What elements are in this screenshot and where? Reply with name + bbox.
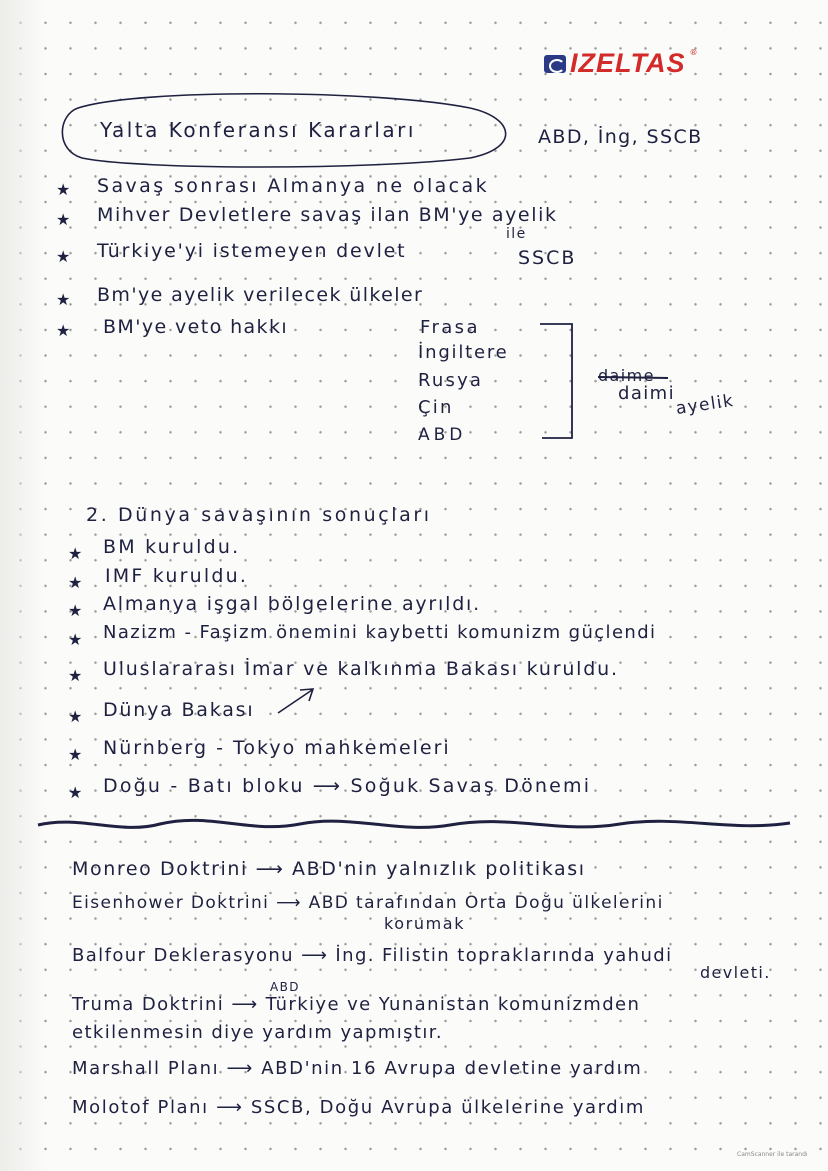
yalta-item-1: Savaş sonrası Almanya ne olacak (97, 175, 489, 197)
doctrine-line-7: etkilenmesin diye yardım yapmıştır. (72, 1022, 444, 1043)
results-item-4: Nazizm - Faşizm önemini kaybetti komunizm güçlendi (103, 622, 657, 643)
doctrine-line-9: Molotof Planı ⟶ SSCB, Doğu Avrupa ülkelerine yardım (72, 1097, 646, 1118)
doctrine-line-3: korumak (384, 914, 466, 933)
results-item-6: Dünya Bakası (103, 699, 255, 721)
doctrine-line-2: Eisenhower Doktrini ⟶ ABD tarafından Orta Doğu ülkelerini (72, 893, 664, 913)
veto-bracket (540, 324, 572, 438)
yalta-title: Yalta Konferansı Kararları (100, 118, 416, 142)
bullet-star-icon: ★ (68, 745, 83, 764)
yalta-sscb-note: SSCB (518, 247, 577, 269)
bullet-star-icon: ★ (68, 666, 83, 685)
yalta-ile-note: ile (506, 226, 527, 242)
results-title: 2. Dünya savaşının sonuçları (86, 504, 432, 526)
yalta-item-4: Bm'ye ayelik verilecek ülkeler (97, 284, 424, 306)
bullet-star-icon: ★ (56, 247, 71, 266)
permanent-label-2: ayelik (674, 390, 736, 419)
world-bank-arrow-icon (278, 689, 313, 713)
results-item-7: Nürnberg - Tokyo mahkemeleri (103, 737, 451, 759)
bullet-star-icon: ★ (68, 783, 83, 802)
doctrine-line-6: Truma Doktrini ⟶ Türkiye ve Yunanistan komunizmden (72, 994, 641, 1015)
section-divider (38, 820, 790, 827)
bullet-star-icon: ★ (56, 290, 71, 309)
veto-country-england: İngiltere (418, 342, 509, 363)
struck-word: daime (598, 366, 655, 385)
yalta-item-5: BM'ye veto hakkı (103, 316, 289, 338)
veto-country-usa: ABD (418, 425, 467, 445)
bullet-star-icon: ★ (68, 707, 83, 726)
yalta-item-3: Türkiye'yi istemeyen devlet (97, 240, 407, 262)
scanner-footer: CamScanner ile tarandı (737, 1151, 808, 1158)
bullet-star-icon: ★ (56, 180, 71, 199)
veto-country-russia: Rusya (418, 370, 484, 391)
results-item-3: Almanya işgal bölgelerine ayrıldı. (103, 593, 481, 615)
doctrine-line-4: Balfour Deklerasyonu ⟶ İng. Filistin topraklarında yahudi (72, 945, 673, 966)
doctrine-line-1: Monreo Doktrini ⟶ ABD'nin yalnızlık politikası (72, 858, 586, 880)
doctrine-line-5: devleti. (700, 963, 771, 982)
bullet-star-icon: ★ (68, 630, 83, 649)
brand-registered-mark: ® (689, 48, 698, 57)
doctrine-line-8: Marshall Planı ⟶ ABD'nin 16 Avrupa devletine yardım (72, 1058, 643, 1079)
yalta-participants: ABD, İng, SSCB (538, 126, 703, 148)
brand-name: IZELTAS (570, 48, 686, 78)
bullet-star-icon: ★ (56, 210, 71, 229)
results-item-1: BM kuruldu. (103, 536, 241, 558)
bullet-star-icon: ★ (68, 544, 83, 563)
results-item-2: IMF kuruldu. (105, 565, 249, 587)
bullet-star-icon: ★ (68, 601, 83, 620)
doctrine-abd-note: ABD (270, 980, 300, 994)
results-item-8: Doğu - Batı bloku ⟶ Soğuk Savaş Dönemi (103, 775, 592, 797)
bullet-star-icon: ★ (68, 573, 83, 592)
yalta-item-2: Mihver Devletlere savaş ilan BM'ye ayelik (97, 204, 558, 226)
bullet-star-icon: ★ (56, 321, 71, 340)
permanent-label-1: daimi (618, 383, 675, 404)
results-item-5: Uluslararası İmar ve kalkınma Bakası kuruldu. (103, 658, 619, 680)
veto-country-china: Çin (418, 397, 454, 418)
veto-country-france: Frasa (420, 317, 480, 338)
